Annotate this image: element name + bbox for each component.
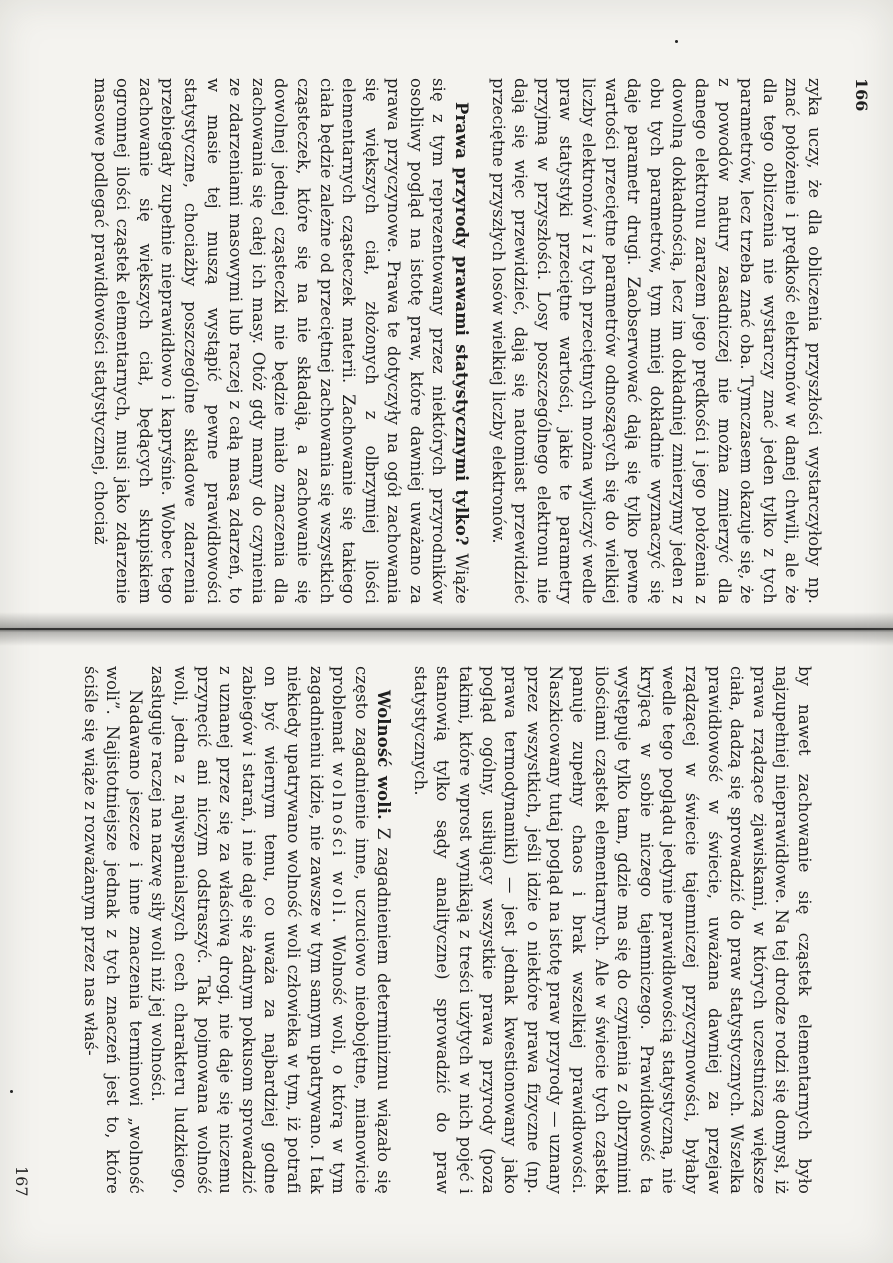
gutter-line [0, 628, 893, 630]
section-text-continued: Wolność woli, o którą w tym zagadnieniu idzie, nie zawsze w tym samym upatrywano. I tak niekiedy upatrywano wolność woli człowieka w tym, iż potrafi on być wiernym temu, co uważa za najbardziej godne zabiegów i starań, i nie daje się żadnym pokusom sprowadzić z uznanej przez się za właściwą drogi, nie daje się niczemu przynęcić ani niczym odstraszyć. Tak pojmowana wolność woli, jedna z najwspanialszych cech charakteru ludzkiego, zasługuje raczej na nazwę siły woli niż jej wolności. [148, 666, 349, 1194]
section-paragraph [146, 666, 395, 1194]
left-text-column [88, 78, 825, 604]
paragraph: by nawet zachowanie się cząstek elementarnych było najzupełniej nieprawidłowe. Na tej drodze rodzi się domysł, iż prawa rządzące zjawiskami, w których uczestniczą większe ciała, dadzą się sprowadzić do praw statystycznych. Wszelka prawidłowość w świecie, uważana dawniej za przejaw rządzącej w świecie tajemniczej przyczynowości, byłaby wedle tego poglądu jedynie prawidłowością statystyczną, nie kryjącą w sobie niczego tajemniczego. Prawidłowość ta występuje tylko tam, gdzie ma się do czynienia z olbrzymimi ilościami cząstek elementarnych. Ale w świecie tych cząstek panuje zupełny chaos i brak wszelkiej prawidłowości. Naszkicowany tutaj pogląd na istotę praw przyrody — uznany przez wszystkich, jeśli idzie o niektóre prawa fizyczne (np. prawa termodynamiki) — jest jednak kwestionowany jako pogląd ogólny, usiłujący wszystkie prawa przyrody (poza takimi, które wprost wynikają z treści użytych w nich pojęć i stanowią tylko sądy analityczne) sprowadzić do praw statystycznych. [410, 666, 814, 1194]
scan-speck [675, 40, 678, 43]
section-text: Z zagadnieniem determinizmu wiązało się często zagadnienie inne, uczuciowo nieobojętne, mianowicie problemat [329, 666, 394, 1194]
section-text: Wiąże się z tym reprezentowany przez niektórych przyrodników osobliwy pogląd na istotę praw, które dawniej uważano za prawa przyczynowe. Prawa te dotyczyły na ogół zachowania się większych ciał, złożonych z olbrzymiej ilości elementarnych cząsteczek materii. Zachowanie się takiego ciała będzie zależne od przeciętnej zachowania się wszystkich cząsteczek, które się na nie składają, a zachowanie się dowolnej jednej cząsteczki nie będzie miało znaczenia dla zachowania się całej ich masy. Otóż gdy mamy do czynienia ze zdarzeniami masowymi lub raczej z całą masą zdarzeń, to w masie tej muszą wystąpić pewne prawidłowości statystyczne, chociażby poszczególne składowe zdarzenia przebiegały zupełnie nieprawidłowo i kapryśnie. Wobec tego zachowanie się większych ciał, będących skupiskiem ogromnej ilości cząstek elementarnych, musi jako zdarzenie masowe podlegać prawidłowości statystycznej, chociaż [90, 78, 472, 604]
paragraph: zyka uczy, że dla obliczenia przyszłości wystarczyłoby np. znać położenie i prędkość elektronów w danej chwili, ale że dla tego obliczenia nie wystarczy znać jeden tylko z tych parametrów, lecz trzeba znać oba. Tymczasem okazuje się, że z powodów natury zasadniczej nie można zmierzyć dla danego elektronu zarazem jego prędkości i jego położenia z dowolną dokładnością, lecz im dokładniej zmierzymy jeden z obu tych parametrów, tym mniej dokładnie wyznaczyć się daje parametr drugi. Zaobserwować dają się tylko pewne wartości przeciętne parametrów odnoszących się do wielkiej liczby elektronów i z tych przeciętnych można wyliczyć wedle praw statystyki przeciętne wartości, jakie te parametry przyjmą w przyszłości. Losy poszczególnego elektronu nie dają się więc przewidzieć, dają się natomiast przewidzieć przeciętne przyszłych losów wielkiej liczby elektronów. [488, 78, 824, 604]
page-number-right: 167 [12, 1166, 31, 1197]
left-page [0, 0, 893, 620]
page-number-left: 166 [852, 78, 871, 112]
spaced-term: wolności woli. [329, 762, 349, 926]
section-heading: Wolność woli. [374, 690, 394, 820]
section-paragraph [88, 78, 472, 604]
right-page [0, 640, 893, 1263]
closing-paragraph: Nadawano jeszcze i inne znaczenia terminowi „wolność woli”. Najistotniejsze jednak z tych znaczeń jest to, które ściśle się wiąże z rozważanym przez nas właś- [80, 666, 145, 1194]
section-heading: Prawa przyrody prawami statystycznymi tylko? [452, 102, 472, 546]
scan-speck [10, 1090, 13, 1093]
right-text-column [78, 666, 815, 1194]
